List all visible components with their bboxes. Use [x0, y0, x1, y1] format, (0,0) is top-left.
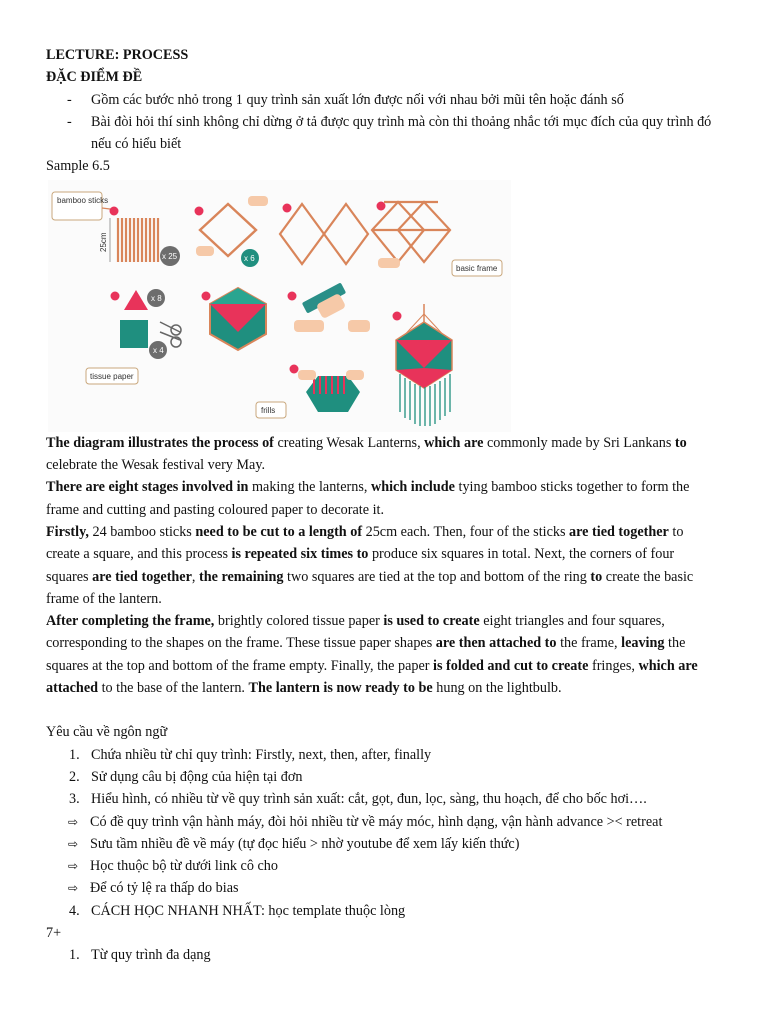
tissue-label: tissue paper	[90, 371, 134, 381]
text-run: need to be cut to a length of	[195, 523, 363, 540]
arrow-icon: ⇨	[68, 814, 79, 829]
list-item: 2. Sử dụng câu bị động của hiện tại đơn	[69, 768, 303, 785]
text-run: the remaining	[199, 568, 284, 585]
level-title: 7+	[46, 925, 62, 942]
text-run: are then attached to	[435, 635, 557, 652]
list-item: 4. CÁCH HỌC NHANH NHẤT: học template thuộc lòng	[69, 902, 406, 919]
lantern-process-diagram	[48, 180, 511, 432]
text-run: is folded and cut to create	[433, 657, 589, 674]
text-run: After completing the frame,	[46, 613, 215, 630]
list-item: 1. Từ quy trình đa dạng	[69, 947, 211, 964]
paragraph-intro	[46, 432, 716, 477]
text-run: 24 bamboo sticks	[88, 523, 196, 540]
list-item: 1. Chứa nhiều từ chỉ quy trình: Firstly, next, then, after, finally	[69, 746, 432, 763]
length-label: 25cm	[99, 232, 108, 252]
text-run: is repeated six times to	[231, 546, 369, 563]
paragraph-overview	[46, 476, 716, 521]
text-run: which include	[370, 479, 455, 496]
section-title: ĐẶC ĐIỂM ĐỀ	[46, 69, 143, 86]
text-run: celebrate the Wesak festival very May.	[46, 457, 266, 474]
arrow-item: ⇨ Sưu tầm nhiều đề về máy (tự đọc hiểu > nhờ youtube để xem lấy kiến thức)	[46, 833, 716, 855]
text-run: There are eight stages involved in	[46, 479, 249, 496]
x6-label: x 6	[244, 253, 255, 263]
document-page	[46, 44, 716, 967]
text-run: is used to create	[383, 613, 480, 630]
text-run: which are	[424, 434, 484, 451]
arrow-item: ⇨ Để có tỷ lệ ra thấp do bias	[46, 877, 716, 899]
text-run: which are attached	[46, 657, 698, 697]
arrow-icon: ⇨	[68, 859, 79, 874]
text-run: leaving	[621, 635, 665, 652]
text-run: 25cm each. Then, four of the sticks	[362, 523, 570, 540]
lecture-title: LECTURE: PROCESS	[46, 47, 189, 63]
svg-text:x 8: x 8	[151, 293, 162, 303]
text-run: create the basic frame of the lantern.	[46, 568, 694, 607]
arrow-item: ⇨ Học thuộc bộ từ dưới link cô cho	[46, 855, 716, 877]
text-run: two squares are tied at the top and bottom of the ring	[283, 568, 591, 585]
frame-label: basic frame	[456, 263, 498, 273]
paragraph-body-1	[46, 521, 716, 610]
text-run: brightly colored tissue paper	[214, 613, 384, 630]
arrow-icon: ⇨	[68, 836, 79, 851]
text-run: the squares at the top and bottom of the frame empty. Finally, the paper	[46, 635, 686, 674]
text-run: tying bamboo sticks together to form the frame and cutting and pasting coloured paper to decorate it.	[46, 479, 690, 518]
frills-label: frills	[261, 405, 276, 415]
text-run: are tied together	[92, 568, 192, 585]
text-run: are tied together	[569, 523, 669, 540]
feature-item: - Gồm các bước nhỏ trong 1 quy trình sản xuất lớn được nối với nhau bởi mũi tên hoặc đánh số	[67, 91, 624, 108]
bamboo-label: bamboo sticks	[57, 195, 109, 205]
text-run: produce six squares in total. Next, the corners of four squares	[46, 546, 675, 585]
text-run: The lantern is now ready to be	[248, 680, 433, 697]
text-run: to	[590, 568, 603, 585]
arrow-item: ⇨ Có đề quy trình vận hành máy, đòi hỏi nhiều từ về máy móc, hình dạng, vận hành advance >< retreat	[46, 811, 716, 833]
text-run: The diagram illustrates the process of	[46, 434, 274, 451]
svg-text:x 25: x 25	[162, 251, 178, 261]
feature-item: - Bài đòi hỏi thí sinh không chỉ dừng ở tả được quy trình mà còn thi thoảng nhắc tới mục đích của quy trình đó nếu có hiểu biết	[67, 113, 712, 153]
text-run: to create a square, and this process	[46, 523, 684, 563]
sample-label: Sample 6.5	[46, 158, 110, 175]
language-requirements-title: Yêu cầu về ngôn ngữ	[46, 724, 168, 741]
text-run: ,	[191, 568, 200, 585]
diagram-svg	[48, 180, 511, 432]
text-run: commonly made by Sri Lankans	[483, 434, 675, 451]
step-number	[110, 206, 119, 215]
svg-text:x 4: x 4	[153, 345, 164, 355]
text-run: Firstly,	[46, 523, 89, 540]
text-run: the frame,	[556, 635, 622, 652]
text-run: fringes,	[588, 657, 639, 674]
text-run: creating Wesak Lanterns,	[273, 434, 425, 451]
text-run: to	[674, 434, 687, 451]
paragraph-body-2	[46, 610, 716, 699]
arrow-icon: ⇨	[68, 881, 79, 896]
list-item: 3. Hiểu hình, có nhiều từ về quy trình sản xuất: cắt, gọt, đun, lọc, sàng, thu hoạch, để cho bốc hơi….	[69, 791, 647, 808]
text-run: eight triangles and four squares, corresponding to the shapes on the frame. These tissue paper shapes	[46, 613, 665, 652]
text-run: making the lanterns,	[248, 479, 371, 496]
text-run: hung on the lightbulb.	[432, 680, 562, 697]
text-run: to the base of the lantern.	[98, 680, 249, 697]
